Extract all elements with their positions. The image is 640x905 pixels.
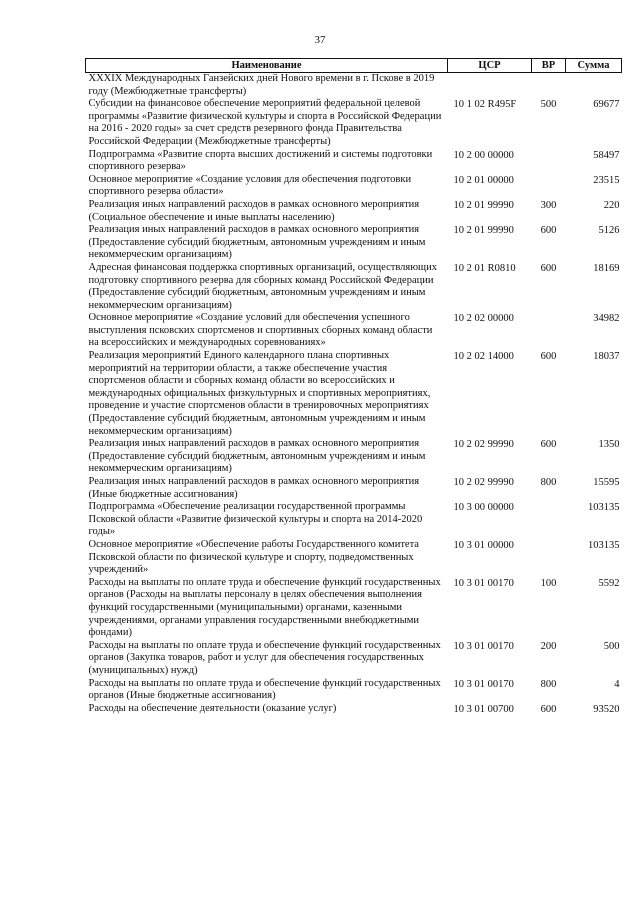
cell-sum: 23515: [593, 174, 620, 186]
table-header-row: [86, 59, 622, 73]
cell-vr: 300: [540, 199, 557, 211]
cell-sum: 4: [614, 678, 620, 690]
cell-name: Подпрограмма «Развитие спорта высших достижений и системы подготовки спортивного резерва»: [88, 148, 433, 173]
cell-sum: 103135: [588, 502, 620, 514]
cell-name: Адресная финансовая поддержка спортивных организаций, осуществляющих подготовку спортивного резерва для сборных команд Российской Федерации (Предоставление субсидий бюджетным, автономным учреждениям и иным некоммерческим организациям): [88, 261, 438, 311]
cell-name: Реализация иных направлений расходов в рамках основного мероприятия (Социальное обеспечение и иные выплаты населению): [88, 198, 420, 223]
cell-vr: 600: [540, 703, 557, 715]
table-row: [86, 312, 622, 350]
cell-name: XXXIX Международных Ганзейских дней Нового времени в г. Пскове в 2019 году (Межбюджетные трансферты): [88, 73, 435, 97]
cell-csr: 10 1 02 R495F: [453, 99, 517, 111]
page-number: 37: [314, 34, 326, 46]
table-body: [86, 73, 622, 717]
cell-sum: 103135: [588, 539, 620, 551]
cell-vr: 600: [540, 262, 557, 274]
table-row: [86, 224, 622, 262]
budget-table: [85, 58, 622, 716]
cell-sum: 15595: [593, 477, 620, 488]
cell-vr: 500: [540, 99, 557, 111]
cell-csr: 10 2 02 99990: [453, 439, 514, 451]
cell-vr: [532, 312, 566, 350]
cell-csr: 10 3 01 00000: [453, 539, 514, 551]
cell-vr: [532, 501, 566, 539]
cell-csr: 10 2 01 00000: [453, 174, 514, 186]
table-row: [86, 438, 622, 476]
cell-csr: 10 2 00 00000: [453, 149, 514, 161]
table-row: [86, 539, 622, 577]
table-row: [86, 703, 622, 717]
cell-sum: [566, 73, 622, 99]
table-row: [86, 501, 622, 539]
cell-csr: 10 2 02 14000: [453, 351, 514, 363]
cell-vr: 200: [540, 640, 557, 652]
header-sum: Сумма: [566, 59, 622, 73]
cell-name: Расходы на выплаты по оплате труда и обеспечение функций государственных органов (Расходы на выплаты персоналу в целях обеспечения выполнения функций государственными (муниципальными) органами, казенными учреждениями, органами управления государственными внебюджетными фондами): [88, 576, 441, 639]
cell-sum: 500: [603, 640, 620, 652]
table-row: [86, 199, 622, 224]
cell-sum: 93520: [593, 703, 620, 715]
table-row: [86, 678, 622, 703]
table-row: [86, 640, 622, 678]
cell-name: Расходы на выплаты по оплате труда и обеспечение функций государственных органов (Закупка товаров, работ и услуг для обеспечения государственных (муниципальных) нужд): [88, 639, 441, 676]
cell-sum: 69677: [593, 99, 620, 111]
cell-sum: 18169: [593, 262, 620, 274]
cell-csr: 10 2 02 99990: [453, 477, 514, 488]
cell-name: Основное мероприятие «Обеспечение работы Государственного комитета Псковской области по физической культуре и спорту, подведомственных учреждений»: [88, 538, 419, 576]
cell-vr: 600: [540, 439, 557, 451]
table-row: [86, 577, 622, 640]
cell-csr: 10 2 01 99990: [453, 225, 514, 237]
cell-name: Субсидии на финансовое обеспечение мероприятий федеральной целевой программы «Развитие физической культуры и спорта в Российской Федерации на 2016 - 2020 годы» за счет средств резервного фонда Правительства Российской Федерации (Межбюджетные трансферты): [88, 98, 442, 147]
cell-vr: [532, 149, 566, 174]
header-csr: ЦСР: [448, 59, 532, 73]
header-vr: ВР: [532, 59, 566, 73]
table-row: [86, 174, 622, 199]
cell-sum: 58497: [593, 149, 620, 161]
cell-vr: [532, 73, 566, 99]
cell-name: Расходы на выплаты по оплате труда и обеспечение функций государственных органов (Иные бюджетные ассигнования): [88, 677, 441, 702]
cell-name: Подпрограмма «Обеспечение реализации государственной программы Псковской области «Развитие физической культуры и спорта на 2014-2020 годы»: [88, 501, 423, 538]
cell-csr: 10 2 01 R0810: [453, 262, 516, 274]
cell-name: Основное мероприятие «Создание условия для обеспечения подготовки спортивного резерва области»: [88, 173, 412, 198]
cell-name: Основное мероприятие «Создание условий для обеспечения успешного выступления псковских спортсменов и спортивных сборных команд области на всероссийских и международных соревнованиях»: [88, 312, 433, 349]
table-row: [86, 262, 622, 312]
cell-vr: 600: [540, 225, 557, 237]
cell-csr: 10 3 00 00000: [453, 502, 514, 514]
cell-name: Реализация иных направлений расходов в рамках основного мероприятия (Предоставление субсидий бюджетным, автономным учреждениям и иным некоммерческим организациям): [88, 438, 426, 475]
cell-sum: 1350: [598, 439, 620, 451]
cell-vr: 800: [540, 678, 557, 690]
cell-name: Расходы на обеспечение деятельности (оказание услуг): [88, 702, 337, 714]
table-row: [86, 149, 622, 174]
header-name: Наименование: [86, 59, 448, 73]
cell-csr: 10 2 02 00000: [453, 313, 514, 325]
table-row: [86, 350, 622, 438]
table-row: [86, 476, 622, 501]
table-row: [86, 98, 622, 148]
cell-sum: 220: [603, 199, 620, 211]
cell-sum: 5126: [598, 225, 620, 237]
cell-sum: 18037: [593, 351, 620, 363]
cell-vr: 600: [540, 351, 557, 363]
cell-csr: 10 2 01 99990: [453, 199, 514, 211]
table-row: [86, 73, 622, 99]
cell-sum: 34982: [593, 313, 620, 325]
cell-vr: [532, 174, 566, 199]
cell-vr: 800: [540, 477, 557, 488]
cell-name: Реализация мероприятий Единого календарного плана спортивных мероприятий на территории области, а также обеспечение участия спортсменов области и сборных команд области во всероссийских и международных официальных физкультурных и спортивных мероприятиях, проведение и участие спортсменов области в тренировочных мероприятиях (Предоставление субсидий бюджетным, автономным учреждениям и иным некоммерческим организациям): [88, 350, 431, 437]
cell-csr: 10 3 01 00170: [453, 640, 514, 652]
cell-csr: 10 3 01 00170: [453, 577, 514, 589]
cell-csr: 10 3 01 00170: [453, 678, 514, 690]
cell-name: Реализация иных направлений расходов в рамках основного мероприятия (Иные бюджетные ассигнования): [88, 476, 420, 500]
cell-csr: [448, 73, 532, 99]
cell-csr: 10 3 01 00700: [453, 703, 514, 715]
cell-name: Реализация иных направлений расходов в рамках основного мероприятия (Предоставление субсидий бюджетным, автономным учреждениям и иным некоммерческим организациям): [88, 224, 426, 261]
cell-sum: 5592: [598, 577, 620, 589]
cell-vr: 100: [540, 577, 557, 589]
cell-vr: [532, 539, 566, 577]
